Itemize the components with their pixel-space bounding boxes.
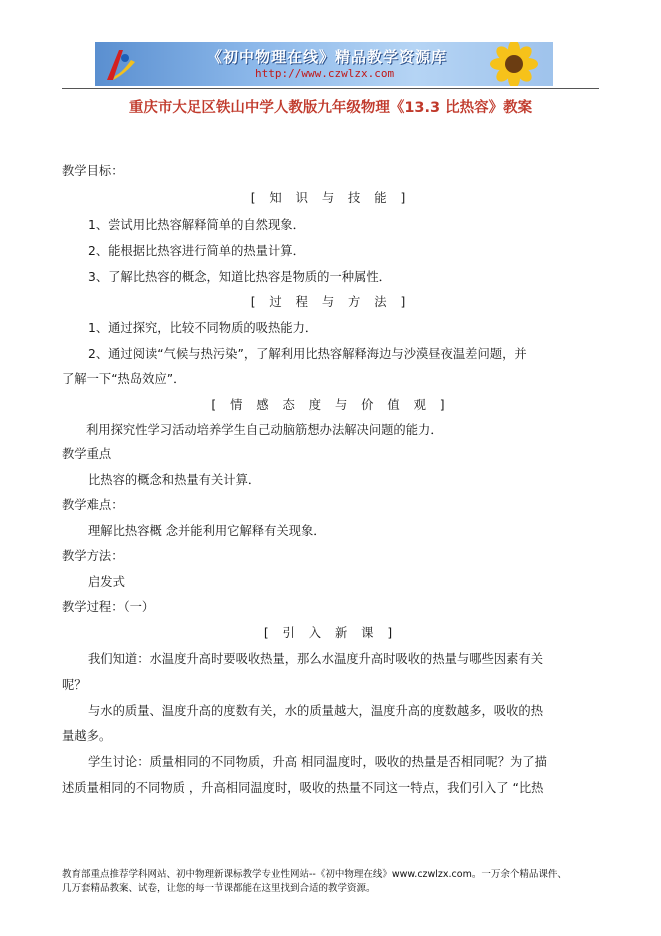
difficulty-text: 理解比热容概 念并能利用它解释有关现象． bbox=[88, 524, 326, 538]
method-text: 启发式 bbox=[88, 575, 125, 589]
paragraph-1-line-1: 我们知道：水温度升高时要吸收热量，那么水温度升高时吸收的热量与哪些因素有关 bbox=[88, 652, 543, 666]
goals-label: 教学目标： bbox=[62, 164, 124, 178]
process-label: 教学过程：（一） bbox=[62, 600, 155, 614]
section-introduction: [ 引 入 新 课 ] bbox=[263, 626, 398, 640]
paragraph-2-line-1: 与水的质量、温度升高的度数有关，水的质量越大，温度升高的度数越多，吸收的热 bbox=[88, 704, 543, 718]
paragraph-1-line-2: 呢？ bbox=[62, 678, 87, 692]
knowledge-item-3: 3、了解比热容的概念，知道比热容是物质的一种属性． bbox=[88, 270, 391, 284]
document-title: 重庆市大足区铁山中学人教版九年级物理《13.3 比热容》教案 bbox=[128, 100, 533, 116]
logo-icon bbox=[99, 44, 139, 84]
paragraph-2-line-2: 量越多。 bbox=[62, 729, 112, 743]
header-divider bbox=[62, 88, 599, 89]
process-item-1: 1、通过探究，比较不同物质的吸热能力． bbox=[88, 321, 318, 335]
footer-line-1: 教育部重点推荐学科网站、初中物理新课标教学专业性网站--《初中物理在线》www.czwlzx.com。一万余个精品课件、 bbox=[62, 869, 567, 880]
footer-line-2: 几万套精品教案、试卷，让您的每一节课都能在这里找到合适的教学资源。 bbox=[62, 883, 376, 894]
paragraph-3-line-2: 述质量相同的不同物质 ，升高相同温度时，吸收的热量不同这一特点，我们引入了 “比热 bbox=[62, 781, 544, 795]
key-points-label: 教学重点 bbox=[62, 447, 112, 461]
header-banner bbox=[95, 42, 553, 86]
key-points-text: 比热容的概念和热量有关计算． bbox=[88, 473, 261, 487]
process-item-2-cont: 了解一下“热岛效应”． bbox=[62, 372, 186, 386]
banner-url[interactable]: http://www.czwlzx.com bbox=[255, 67, 395, 80]
process-item-2: 2、通过阅读“气候与热污染”，了解利用比热容解释海边与沙漠昼夜温差问题，并 bbox=[88, 347, 527, 361]
section-knowledge-skills: [ 知 识 与 技 能 ] bbox=[250, 191, 411, 205]
paragraph-3-line-1: 学生讨论：质量相同的不同物质，升高 相同温度时，吸收的热量是否相同呢？为了描 bbox=[88, 755, 547, 769]
difficulty-label: 教学难点： bbox=[62, 498, 124, 512]
section-attitude-values: [ 情 感 态 度 与 价 值 观 ] bbox=[211, 398, 450, 412]
method-label: 教学方法： bbox=[62, 549, 124, 563]
knowledge-item-1: 1、尝试用比热容解释简单的自然现象． bbox=[88, 218, 305, 232]
banner-title: 《初中物理在线》精品教学资源库 bbox=[207, 48, 448, 66]
knowledge-item-2: 2、能根据比热容进行简单的热量计算． bbox=[88, 244, 305, 258]
sunflower-icon bbox=[479, 42, 549, 86]
attitude-item: 利用探究性学习活动培养学生自己动脑筋想办法解决问题的能力． bbox=[86, 423, 443, 437]
section-process-method: [ 过 程 与 方 法 ] bbox=[250, 295, 411, 309]
